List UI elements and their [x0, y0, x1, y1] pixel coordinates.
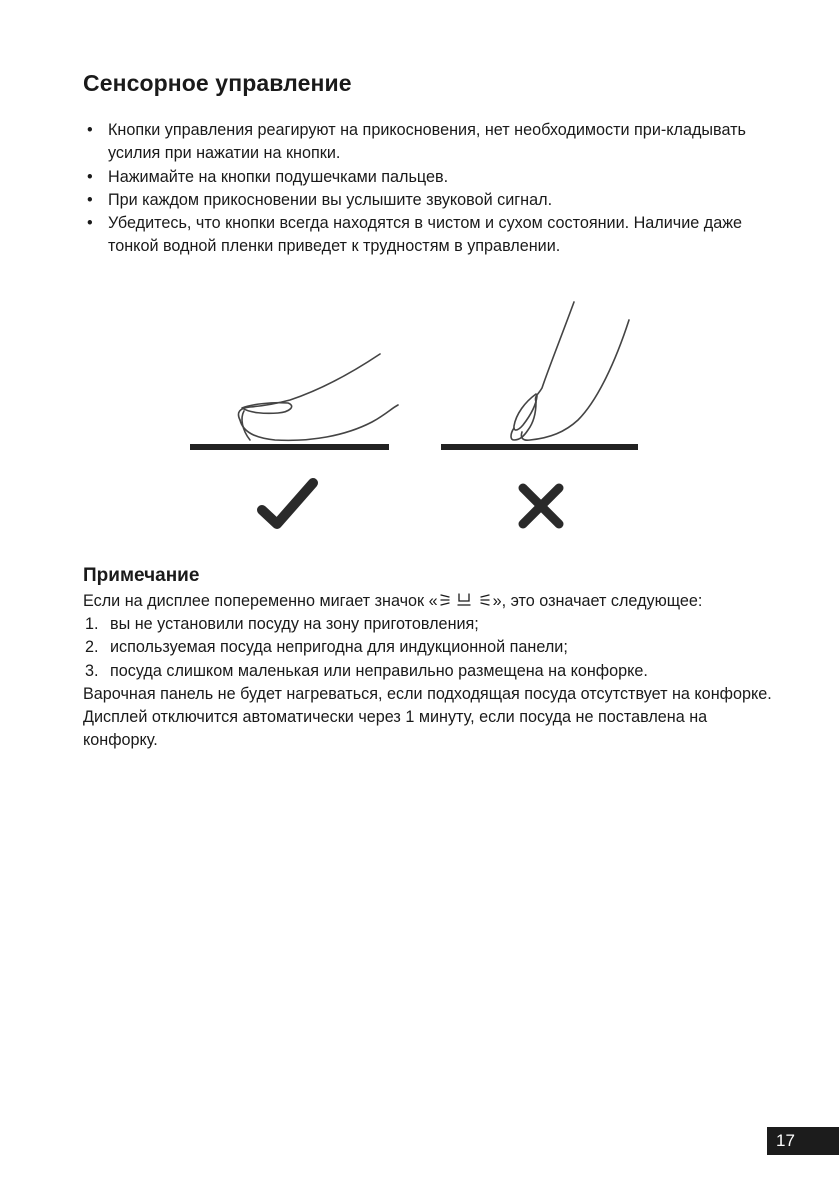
note-list-text: используемая посуда непригодна для индукционной панели; — [110, 638, 568, 657]
note-list-number: 3. — [85, 661, 99, 680]
note-intro-text-after: », это означает следующее: — [492, 592, 703, 610]
no-cookware-display-symbol-icon — [439, 591, 492, 609]
checkmark-icon — [262, 483, 313, 524]
bullet-item: • При каждом прикосновении вы услышите звуковой сигнал. — [83, 189, 773, 212]
bullet-item: • Кнопки управления реагируют на прикосновения, нет необходимости при-кладывать усилия при нажатии на кнопки. — [83, 119, 773, 166]
note-list-number: 1. — [85, 615, 99, 634]
note-list-number: 2. — [85, 638, 99, 657]
note-paragraph: Варочная панель не будет нагреваться, если подходящая посуда отсутствует на конфорке. — [83, 684, 772, 703]
note-list-item — [83, 660, 783, 683]
cross-icon — [523, 488, 559, 524]
finger-touch-illustration — [180, 290, 660, 545]
section-title: Сенсорное управление — [83, 70, 352, 96]
note-intro-text-before: Если на дисплее попеременно мигает значок « — [83, 592, 438, 610]
note-reasons-list — [83, 613, 783, 683]
finger-pad-drawing — [238, 354, 398, 440]
note-list-item — [83, 636, 783, 659]
bullet-item: • Убедитесь, что кнопки всегда находятся в чистом и сухом состоянии. Наличие даже тонкой водной пленки приведет к трудностям в управлении. — [83, 212, 773, 259]
finger-tip-drawing — [511, 302, 629, 440]
bullet-item: • Нажимайте на кнопки подушечками пальцев. — [83, 166, 773, 189]
note-list-item — [83, 613, 783, 636]
note-list-text: вы не установили посуду на зону приготовления; — [110, 615, 479, 634]
touch-control-bullet-list — [83, 119, 773, 259]
note-list-text: посуда слишком маленькая или неправильно размещена на конфорке. — [110, 661, 648, 680]
note-paragraph: Дисплей отключится автоматически через 1 минуту, если посуда не поставлена на конфорку. — [83, 708, 708, 750]
note-intro — [83, 590, 783, 613]
page-number-badge: 17 — [767, 1127, 839, 1155]
note-body — [83, 590, 783, 752]
note-title: Примечание — [83, 565, 200, 586]
